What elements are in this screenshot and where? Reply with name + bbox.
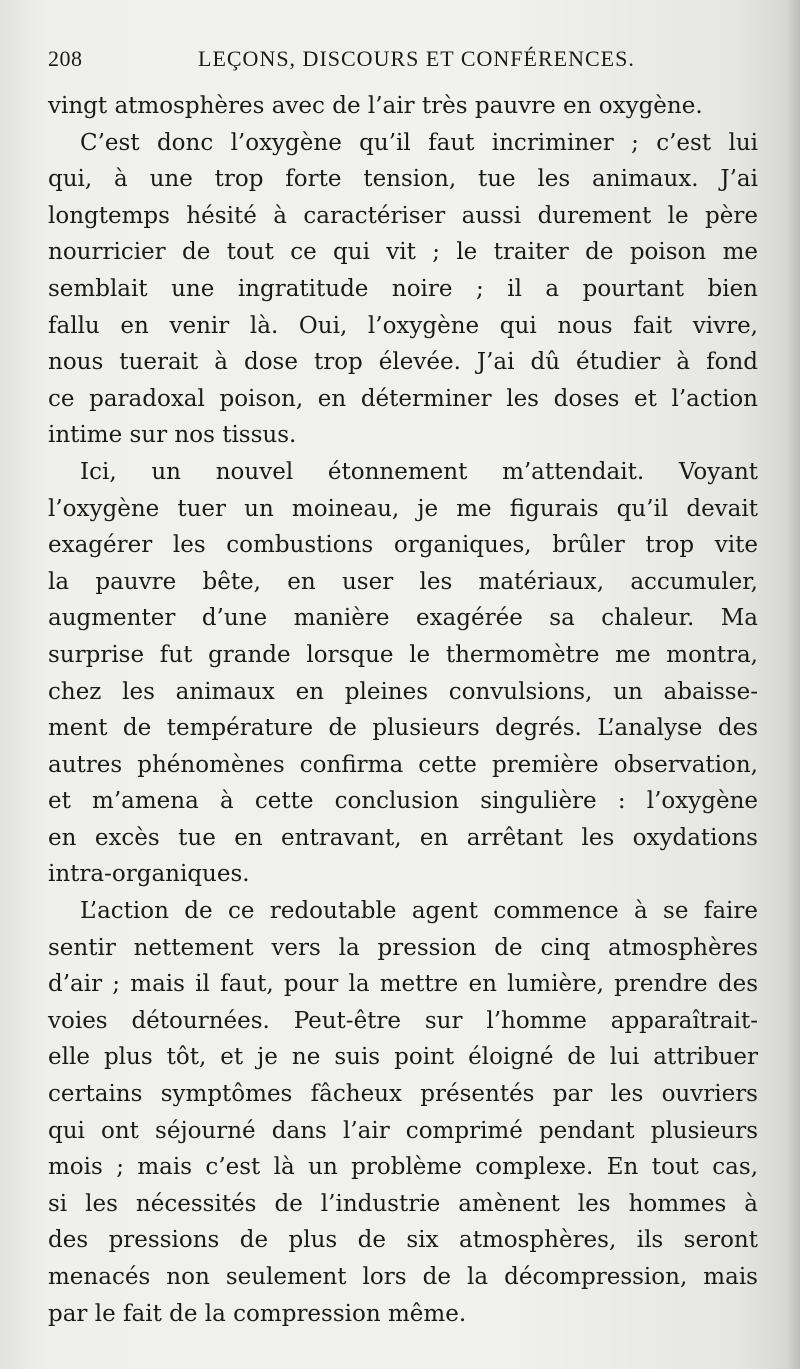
text-line: fallu en venir là. Oui, l’oxygène qui nous fait vivre, <box>48 312 758 339</box>
text-line: l’oxygène tuer un moineau, je me figurais qu’il devait <box>48 495 758 522</box>
text-line: autres phénomènes confirma cette première observation, <box>48 751 758 778</box>
text-line: ment de température de plusieurs degrés. L’analyse des <box>48 715 758 742</box>
text-line: longtemps hésité à caractériser aussi durement le père <box>48 202 758 229</box>
text-line: Ici, un nouvel étonnement m’attendait. Voyant <box>80 458 758 485</box>
text-line: d’air ; mais il faut, pour la mettre en lumière, prendre des <box>48 971 758 998</box>
text-line: exagérer les combustions organiques, brûler trop vite <box>48 532 758 559</box>
running-title: LEÇONS, DISCOURS ET CONFÉRENCES. <box>198 46 635 71</box>
body-text <box>48 88 758 1332</box>
text-line: semblait une ingratitude noire ; il a pourtant bien <box>48 275 758 302</box>
text-line: surprise fut grande lorsque le thermomètre me montra, <box>48 641 758 668</box>
text-line: la pauvre bête, en user les matériaux, accumuler, <box>48 568 758 595</box>
paragraph <box>48 125 758 454</box>
page-header <box>48 46 760 76</box>
paragraph <box>48 454 758 893</box>
text-line: intime sur nos tissus. <box>48 422 297 449</box>
text-line: ce paradoxal poison, en déterminer les doses et l’action <box>48 385 758 412</box>
text-line: qui, à une trop forte tension, tue les animaux. J’ai <box>48 166 758 193</box>
text-line: chez les animaux en pleines convulsions, un abaisse- <box>48 678 758 705</box>
paragraph <box>48 893 758 1332</box>
text-line: certains symptômes fâcheux présentés par les ouvriers <box>48 1081 758 1108</box>
text-line: menacés non seulement lors de la décompression, mais <box>48 1264 758 1290</box>
text-line: nous tuerait à dose trop élevée. J’ai dû étudier à fond <box>48 349 758 376</box>
text-line: mois ; mais c’est là un problème complexe. En tout cas, <box>48 1154 758 1181</box>
paragraph <box>48 88 758 125</box>
page-edge-shadow <box>786 0 800 1369</box>
text-line: et m’amena à cette conclusion singulière : l’oxygène <box>48 788 758 815</box>
text-line: voies détournées. Peut-être sur l’homme apparaîtrait- <box>48 1007 758 1034</box>
text-line: des pressions de plus de six atmosphères, ils seront <box>48 1227 758 1254</box>
text-line: qui ont séjourné dans l’air comprimé pendant plusieurs <box>48 1117 758 1144</box>
text-line: intra-organiques. <box>48 861 250 888</box>
page-number: 208 <box>48 46 83 71</box>
text-line: si les nécessités de l’industrie amènent les hommes à <box>48 1190 758 1217</box>
text-line: C’est donc l’oxygène qu’il faut incriminer ; c’est lui <box>80 129 758 156</box>
text-line: par le fait de la compression même. <box>48 1300 467 1327</box>
text-line: L’action de ce redoutable agent commence à se faire <box>80 898 758 925</box>
text-line: en excès tue en entravant, en arrêtant les oxydations <box>48 824 758 851</box>
text-line: sentir nettement vers la pression de cinq atmosphères <box>48 934 758 961</box>
text-line: augmenter d’une manière exagérée sa chaleur. Ma <box>48 605 758 632</box>
text-line: nourricier de tout ce qui vit ; le traiter de poison me <box>48 239 758 266</box>
text-line: vingt atmosphères avec de l’air très pauvre en oxygène. <box>48 93 703 119</box>
text-line: elle plus tôt, et je ne suis point éloigné de lui attribuer <box>48 1044 758 1071</box>
